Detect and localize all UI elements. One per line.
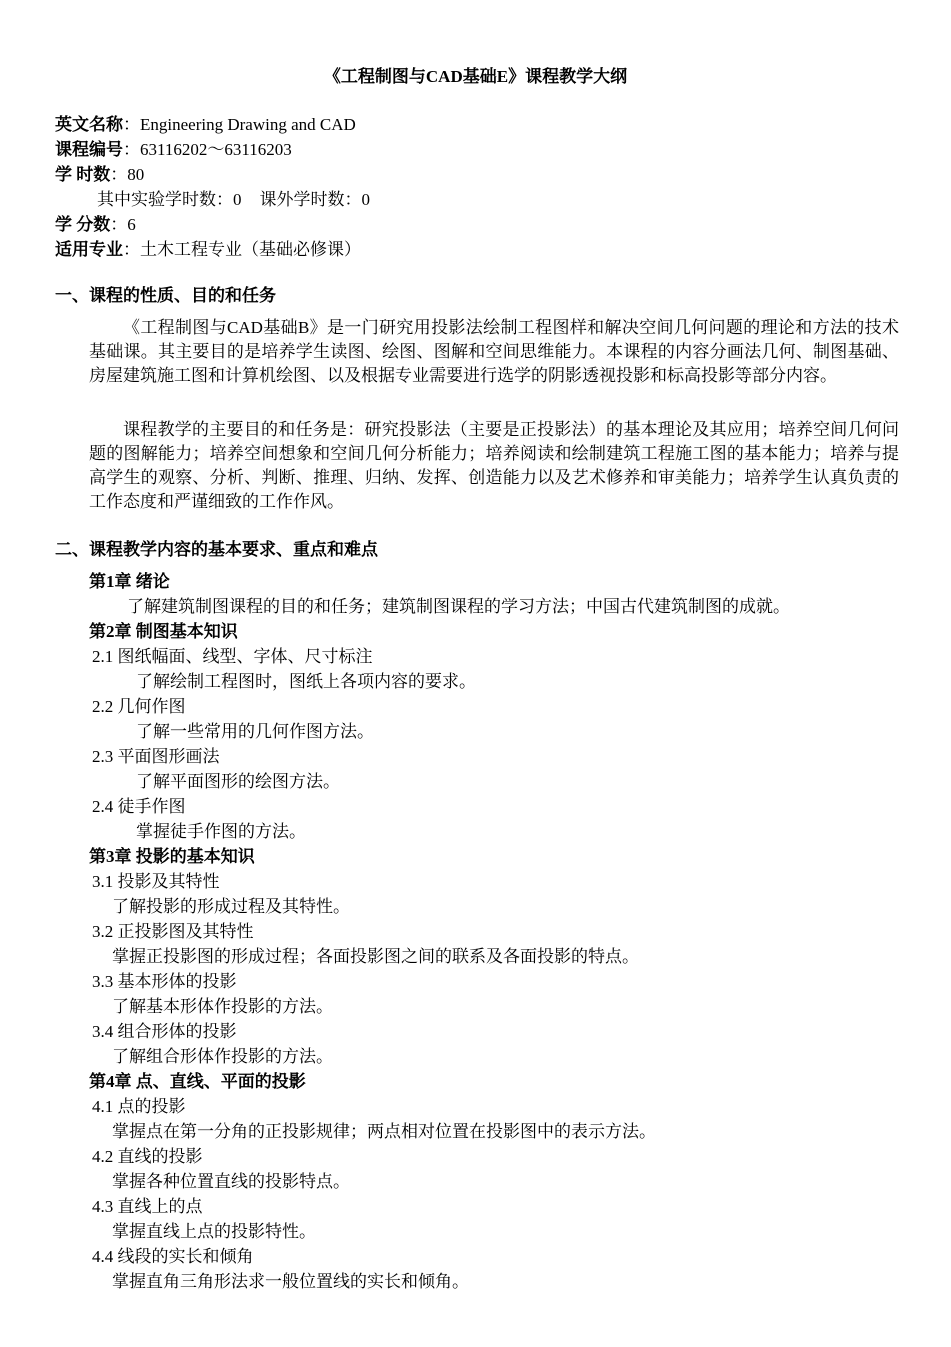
item-3-2-title: 3.2 正投影图及其特性 (92, 922, 254, 941)
item-4-4-desc: 掌握直角三角形法求一般位置线的实长和倾角。 (112, 1272, 469, 1291)
item-2-3-desc: 了解平面图形的绘图方法。 (136, 772, 340, 791)
page-title: 《工程制图与CAD基础E》课程教学大纲 (323, 67, 628, 86)
item-4-2-desc: 掌握各种位置直线的投影特点。 (112, 1172, 350, 1191)
item-3-4-desc: 了解组合形体作投影的方法。 (112, 1047, 333, 1066)
item-3-4-title: 3.4 组合形体的投影 (92, 1022, 237, 1041)
item-2-1-desc: 了解绘制工程图时，图纸上各项内容的要求。 (136, 672, 476, 691)
section-1-paragraph-2: 课程教学的主要目的和任务是：研究投影法（主要是正投影法）的基本理论及其应用；培养空间几何问题的图解能力；培养空间想象和空间几何分析能力；培养阅读和绘制建筑工程施工图的基本能力；培养与提高学生的观察、分析、判断、推理、归纳、发挥、创造能力以及艺术修养和审美能力；培养学生认真负责的工作态度和严谨细致的工作作风。 (89, 420, 899, 511)
english-name-value: Engineering Drawing and CAD (140, 115, 356, 134)
item-4-2-title: 4.2 直线的投影 (92, 1147, 203, 1166)
major-row: 适用专业：土木工程专业（基础必修课） (55, 240, 361, 259)
sub-hours-row (55, 187, 915, 212)
item-4-1-title: 4.1 点的投影 (92, 1097, 186, 1116)
item-4-1-desc: 掌握点在第一分角的正投影规律；两点相对位置在投影图中的表示方法。 (112, 1122, 656, 1141)
chapter-4-title: 第4章 点、直线、平面的投影 (89, 1072, 306, 1091)
item-3-3-desc: 了解基本形体作投影的方法。 (112, 997, 333, 1016)
credits-row: 学 分数：6 (55, 215, 136, 234)
section-1-paragraph-1: 《工程制图与CAD基础B》是一门研究用投影法绘制工程图样和解决空间几何问题的理论和方法的技术基础课。其主要目的是培养学生读图、绘图、图解和空间思维能力。本课程的内容分画法几何、制图基础、房屋建筑施工图和计算机绘图、以及根据专业需要进行选学的阴影透视投影和标高投影等部分内容。 (89, 318, 899, 385)
hours-row: 学 时数：80 (55, 165, 145, 184)
item-2-1-title: 2.1 图纸幅面、线型、字体、尺寸标注 (92, 647, 373, 666)
hours-value: 80 (127, 165, 145, 184)
chapter-3-title: 第3章 投影的基本知识 (89, 847, 255, 866)
english-name-label: 英文名称 (55, 115, 123, 134)
chapter-2-title: 第2章 制图基本知识 (89, 622, 238, 641)
lab-hours: 其中实验学时数：0 (97, 190, 242, 209)
item-2-4-title: 2.4 徒手作图 (92, 797, 186, 816)
credits-value: 6 (127, 215, 136, 234)
chapter-outline (89, 569, 929, 1294)
course-code-label: 课程编号 (55, 140, 123, 159)
course-meta (55, 112, 915, 262)
hours-label: 学 时数 (55, 165, 111, 184)
course-code-value: 63116202～63116203 (140, 140, 292, 159)
item-4-4-title: 4.4 线段的实长和倾角 (92, 1247, 254, 1266)
item-4-3-desc: 掌握直线上点的投影特性。 (112, 1222, 316, 1241)
item-3-1-title: 3.1 投影及其特性 (92, 872, 220, 891)
item-2-2-title: 2.2 几何作图 (92, 697, 186, 716)
chapter-1-title: 第1章 绪论 (89, 572, 170, 591)
item-3-2-desc: 掌握正投影图的形成过程；各面投影图之间的联系及各面投影的特点。 (112, 947, 639, 966)
item-3-3-title: 3.3 基本形体的投影 (92, 972, 237, 991)
section-2-heading: 二、课程教学内容的基本要求、重点和难点 (55, 540, 378, 559)
course-code-row: 课程编号：63116202～63116203 (55, 140, 292, 159)
english-name-row: 英文名称：Engineering Drawing and CAD (55, 115, 356, 134)
credits-label: 学 分数 (55, 215, 111, 234)
item-2-3-title: 2.3 平面图形画法 (92, 747, 220, 766)
extra-hours: 课外学时数：0 (259, 190, 370, 209)
major-label: 适用专业 (55, 240, 123, 259)
item-4-3-title: 4.3 直线上的点 (92, 1197, 203, 1216)
chapter-1-desc: 了解建筑制图课程的目的和任务；建筑制图课程的学习方法；中国古代建筑制图的成就。 (127, 597, 790, 616)
major-value: 土木工程专业（基础必修课） (140, 240, 361, 259)
item-2-4-desc: 掌握徒手作图的方法。 (136, 822, 306, 841)
section-1-heading: 一、课程的性质、目的和任务 (55, 286, 276, 305)
item-2-2-desc: 了解一些常用的几何作图方法。 (136, 722, 374, 741)
item-3-1-desc: 了解投影的形成过程及其特性。 (112, 897, 350, 916)
